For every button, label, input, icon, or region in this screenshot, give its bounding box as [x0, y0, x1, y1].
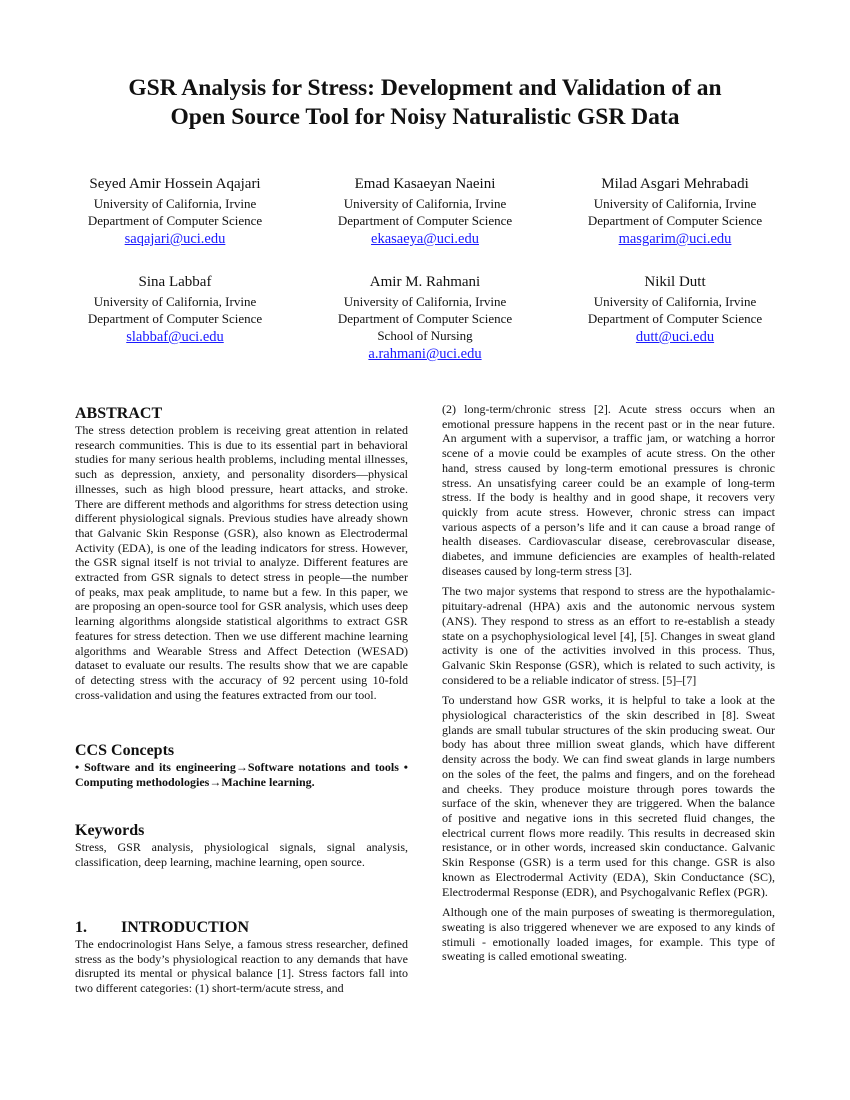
author-block [300, 174, 550, 249]
author-department: Department of Computer Science [337, 213, 513, 228]
ccs-text: • Software and its engineering→Software notations and tools • Computing methodologies→Machine learning. [75, 760, 408, 789]
author-email-link[interactable]: a.rahmani@uci.edu [368, 346, 482, 362]
paper-title [60, 74, 790, 132]
author-affiliation: University of California, Irvine [343, 196, 507, 211]
abstract-heading: ABSTRACT [75, 405, 163, 422]
author-email-link[interactable]: slabbaf@uci.edu [126, 329, 224, 345]
introduction-heading [75, 918, 408, 937]
author-name: Amir M. Rahmani [369, 274, 481, 290]
author-email-link[interactable]: masgarim@uci.edu [618, 231, 732, 247]
keywords-section [75, 821, 408, 875]
author-department: Department of Computer Science [337, 311, 513, 326]
keywords-heading: Keywords [75, 822, 145, 839]
section-number: 1. [75, 919, 87, 936]
left-column [75, 404, 408, 708]
author-affiliation: University of California, Irvine [343, 294, 507, 309]
author-block [50, 174, 300, 249]
paragraph: The two major systems that respond to stress are the hypothalamic-pituitary-adrenal (HPA) axis and the autonomic nervous system (ANS). They respond to stress as an effort to re-establish a steady state on a psychophysiological level [4], [5]. Changes in sweat gland activity is one of the activities involved in this process. Thus, Galvanic Skin Response (GSR), which is related to such activity, is considered to be a reliable indicator of stress. [5]–[7] [442, 584, 775, 687]
author-extra-affiliation: School of Nursing [377, 328, 473, 343]
paragraph: (2) long-term/chronic stress [2]. Acute stress occurs when an emotional pressure happens in the recent past or in the near future. An argument with a supervisor, a traffic jam, or watching a horror scene of a movie could be examples of acute stress. On the other hand, stress caused by long-term emotional pressures is chronic stress. An unsatisfying career could be an example of long-term stress. If the body is healthy and in good shape, it recovers very quickly from acute stress. However, chronic stress can impact various aspects of a person’s life and it can cause a broad range of health diseases. Cardiovascular disease, cerebrovascular disease, diabetes, and immune deficiencies are examples of health-related diseases caused by long-term stress [3]. [442, 402, 775, 578]
author-department: Department of Computer Science [87, 213, 263, 228]
paragraph: To understand how GSR works, it is helpful to take a look at the physiological characteristics of the skin described in [8]. Sweat glands are small tubular structures of the skin producing sweat. Our body has about three million sweat glands, which have different density across the body. We can find sweat glands in large numbers on the soles of the feet, the palms and fingers, and on the forehead and cheeks. They produce moisture through pores towards the surface of the skin, whenever they are triggered. When the balance of positive and negative ions in this secreted fluid changes, the electrical current flows more readily. This results in decreased skin resistance, or in other words, increased skin conductance. Galvanic Skin Response (GSR) is a term used for this change. GSR is also known as Electrodermal Activity (EDA), Skin Conductance (SC), Electrodermal Response (EDR), and Psychogalvanic Reflex (PGR). [442, 693, 775, 899]
author-department: Department of Computer Science [587, 213, 763, 228]
author-block [50, 272, 300, 347]
introduction-text: The endocrinologist Hans Selye, a famous stress researcher, defined stress as the body’s physiological reaction to any demands that have disrupted its mental or physical balance [1]. Stress factors fall into two different categories: (1) short-term/acute stress, and [75, 937, 408, 996]
author-name: Sina Labbaf [138, 274, 212, 290]
author-email-link[interactable]: ekasaeya@uci.edu [371, 231, 479, 247]
paragraph: Although one of the main purposes of sweating is thermoregulation, sweating is also triggered whenever we are exposed to any kinds of stimuli - emotionally loaded images, for example. This type of sweating is called emotional sweating. [442, 905, 775, 964]
author-email-link[interactable]: saqajari@uci.edu [124, 231, 226, 247]
author-affiliation: University of California, Irvine [593, 196, 757, 211]
author-department: Department of Computer Science [587, 311, 763, 326]
author-block [300, 272, 550, 364]
author-email-link[interactable]: dutt@uci.edu [635, 329, 715, 345]
author-affiliation: University of California, Irvine [93, 294, 257, 309]
author-name: Nikil Dutt [644, 274, 706, 290]
title-line-2: Open Source Tool for Noisy Naturalistic GSR Data [170, 104, 680, 130]
author-name: Seyed Amir Hossein Aqajari [89, 176, 261, 192]
author-affiliation: University of California, Irvine [93, 196, 257, 211]
author-name: Milad Asgari Mehrabadi [601, 176, 749, 192]
author-name: Emad Kasaeyan Naeini [354, 176, 496, 192]
author-affiliation: University of California, Irvine [593, 294, 757, 309]
abstract-text: The stress detection problem is receiving great attention in related research communities. This is due to its essential part in behavioral studies for many serious health problems, including mental illnesses, such as depression, anxiety, and personality disorders—physical illnesses, such as high blood pressure, heart attacks, and stroke. There are different methods and algorithms for stress detection using different physiological signals. Previous studies have already shown that Galvanic Skin Response (GSR), also known as Electrodermal Activity (EDA), is one of the leading indicators for stress. However, the GSR signal itself is not trivial to analyze. Different features are extracted from GSR signals to detect stress in people—the number of peaks, max peak amplitude, to name but a few. In this paper, we are proposing an open-source tool for GSR analysis, which uses deep learning algorithms alongside statistical algorithms to extract GSR features for stress detection. Then we use different machine learning algorithms and Wearable Stress and Affect Detection (WESAD) dataset to evaluate our results. The results show that we are capable of detecting stress with the accuracy of 92 percent using 10-fold cross-validation and using the features extracted from our tool. [75, 423, 408, 702]
ccs-heading: CCS Concepts [75, 742, 175, 759]
keywords-text: Stress, GSR analysis, physiological signals, signal analysis, classification, deep learning, machine learning, open source. [75, 840, 408, 869]
introduction-section [75, 918, 408, 1002]
author-block [550, 272, 800, 347]
author-block [550, 174, 800, 249]
ccs-section [75, 741, 408, 796]
author-department: Department of Computer Science [87, 311, 263, 326]
title-line-1: GSR Analysis for Stress: Development and Validation of an [128, 75, 722, 101]
section-title: INTRODUCTION [121, 919, 250, 936]
right-column [442, 402, 775, 970]
